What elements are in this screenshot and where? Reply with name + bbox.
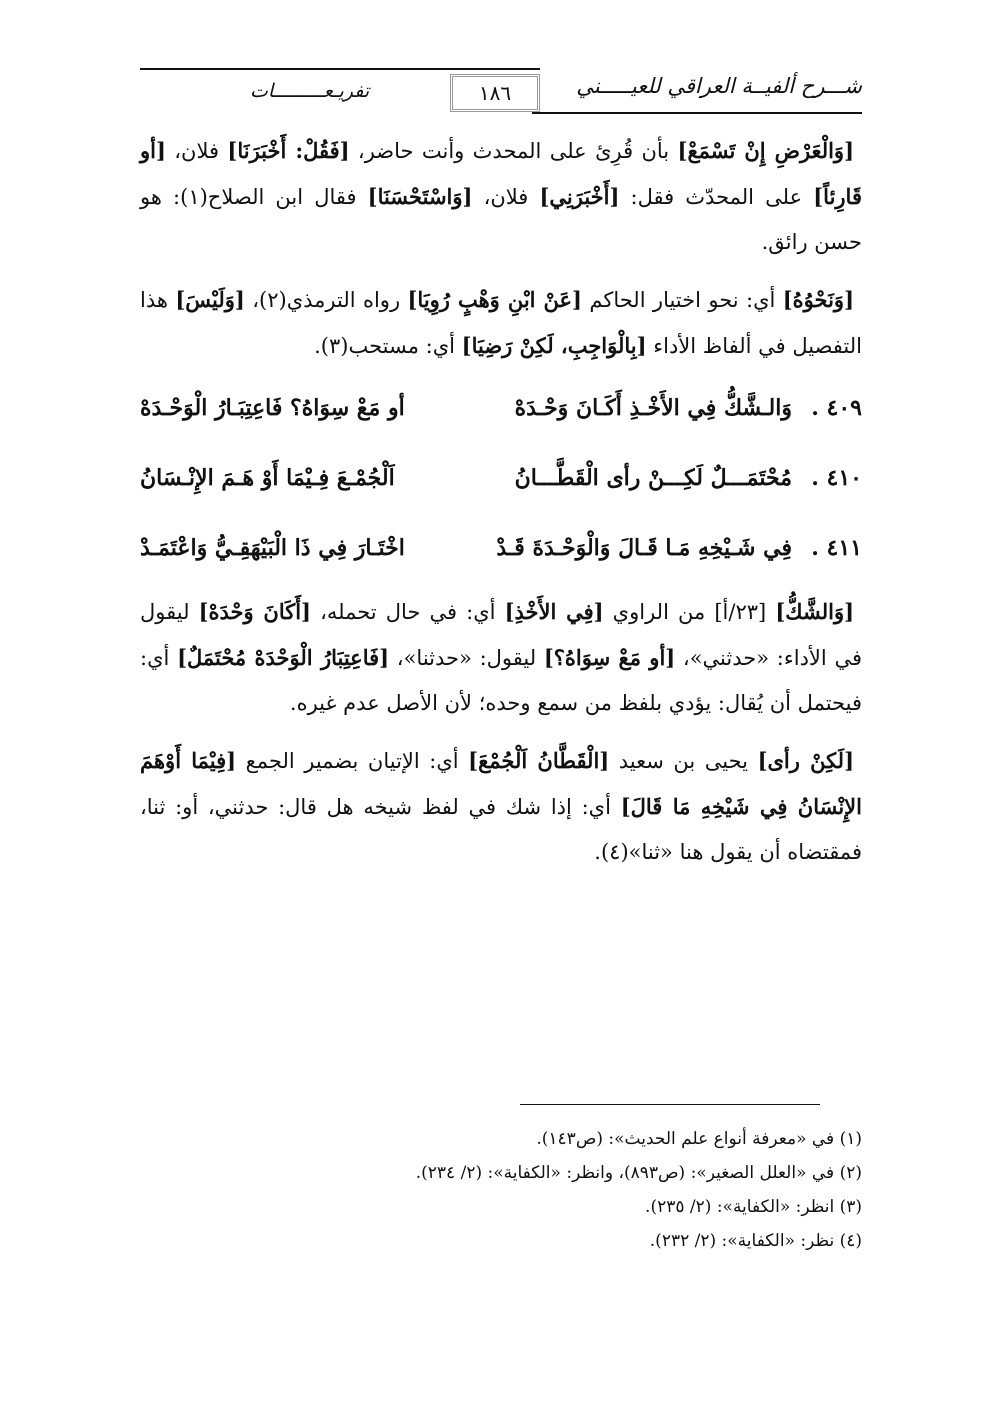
text-segment: [أو مَعْ سِوَاهُ؟]: [543, 645, 676, 670]
text-segment: أي: إذا شك في لفظ شيخه هل قال: حدثني، أو: ثنا، فمقتضاه أن يقول هنا «ثنا»(٤).: [140, 795, 862, 864]
text-segment: [فَقُلْ: أَخْبَرَنَا]: [227, 138, 350, 163]
paragraph-2: [140, 277, 862, 369]
verse-row: [140, 513, 862, 583]
text-segment: [الْقَطَّانُ اَلْجُمْعَ]: [468, 748, 610, 773]
footnote-separator: [520, 1104, 820, 1105]
paragraph-1: [140, 128, 862, 265]
text-segment: ليقول في الأداء: «حدثني»،: [140, 600, 862, 670]
text-segment: ليقول: «حدثنا»،: [389, 646, 544, 670]
section-title: تفريـعـــــــــات: [250, 80, 370, 102]
verse-row: [140, 373, 862, 443]
paragraph-4: [140, 738, 862, 875]
text-segment: [فَاعِتِبَارُ الْوَحْدَهْ مُحْتَمَلٌ]: [177, 645, 390, 670]
text-segment: [وَاسْتَحْسَنَا]: [367, 184, 473, 209]
footnote-2: (٢) في «العلل الصغير»: (ص٨٩٣)، وانظر: «الكفاية»: (٢/ ٢٣٤).: [415, 1163, 862, 1183]
verse-second-hemistich: أو مَعْ سِوَاهُ؟ فَاعِتِبَـارُ الْوَحْـدَهْ: [140, 394, 405, 421]
verse-block: [140, 373, 862, 583]
footnote-4: (٤) نظر: «الكفاية»: (٢/ ٢٣٢).: [649, 1231, 862, 1251]
text-segment: فقال ابن الصلاح(١): هو حسن رائق.: [140, 185, 862, 254]
text-segment: [وَالشَّكُّ]: [775, 599, 855, 624]
text-segment: بأن قُرِئ على المحدث وأنت حاضر،: [349, 139, 678, 163]
text-segment: يحيى بن سعيد: [609, 749, 758, 773]
text-segment: أي: الإتيان بضمير الجمع: [236, 749, 469, 773]
header-rule-top: [140, 68, 540, 70]
page-number: ١٨٦: [450, 74, 540, 112]
text-segment: [لَكِنْ رأى]: [757, 748, 855, 773]
text-segment: [أَكَانَ وَحْدَهْ]: [198, 599, 311, 624]
text-segment: [أَخْبَرَنِي]: [539, 184, 620, 209]
text-segment: [وَلَيْسَ]: [175, 287, 245, 312]
book-title: شـــرح ألفيــة العراقي للعيـــــني: [576, 74, 862, 98]
text-segment: [فِيْمَا أَوْهَمَ الإِنْسَانُ فِي شَيْخِهِ مَا قَالَ]: [140, 748, 862, 819]
text-segment: [عَنْ ابْنِ وَهْبٍ رُوِيَا]: [407, 287, 582, 312]
footnote-1: (١) في «معرفة أنواع علم الحديث»: (ص١٤٣).: [536, 1129, 862, 1149]
text-segment: [وَنَحْوُهُ]: [782, 287, 854, 312]
text-segment: [فِي الأَخْذِ]: [504, 599, 604, 624]
verse-number: ٤١١ .: [811, 534, 862, 561]
text-segment: هذا التفصيل في ألفاظ الأداء: [140, 288, 862, 358]
text-segment: على المحدّث فقل:: [619, 185, 814, 209]
text-segment: رواه الترمذي(٢)،: [244, 288, 408, 312]
text-segment: [بِالْوَاجِبِ، لَكِنْ رَضِيَا]: [461, 333, 647, 358]
paragraph-3: [140, 589, 862, 726]
text-segment: فلان،: [165, 139, 228, 163]
page-header: [140, 68, 862, 114]
text-segment: [٢٣/أ] من الراوي: [603, 600, 776, 624]
text-segment: [وَالْعَرْضِ إِنْ تَسْمَعْ]: [677, 138, 854, 163]
verse-number: ٤١٠ .: [811, 464, 862, 491]
verse-first-hemistich: وَالـشَّكُّ فِي الأَخْـذِ أَكَـانَ وَحْـدَهْ: [514, 394, 792, 421]
text-segment: أي: نحو اختيار الحاكم: [581, 288, 783, 312]
verse-number: ٤٠٩ .: [811, 394, 862, 421]
verse-row: [140, 443, 862, 513]
text-segment: [أو قَارِئاً]: [140, 138, 862, 209]
text-segment: أي: في حال تحمله،: [311, 600, 505, 624]
verse-first-hemistich: فِي شَـيْخِهِ مَـا قَـالَ وَالْوَحْـدَةَ قَـدْ: [496, 534, 792, 561]
verse-second-hemistich: اخْتَـارَ فِي ذَا الْبَيْهَقِـيُّ وَاعْتَمَـدْ: [140, 534, 405, 561]
footnote-3: (٣) انظر: «الكفاية»: (٢/ ٢٣٥).: [645, 1197, 862, 1217]
text-segment: أي: فيحتمل أن يُقال: يؤدي بلفظ من سمع وحده؛ لأن الأصل عدم غيره.: [140, 646, 862, 715]
text-segment: فلان،: [472, 185, 540, 209]
verse-second-hemistich: اَلْجُمْـعَ فِـيْمَا أَوْ هَـمَ الإِنْـسَانُ: [140, 464, 395, 491]
text-segment: أي: مستحب(٣).: [314, 334, 462, 358]
header-rule-bottom: [532, 112, 862, 114]
footnotes: [140, 1122, 862, 1258]
main-text: [140, 128, 862, 875]
verse-first-hemistich: مُحْتَمَـــلٌ لَكِـــنْ رأى الْقَطَّـــانُ: [514, 464, 792, 491]
